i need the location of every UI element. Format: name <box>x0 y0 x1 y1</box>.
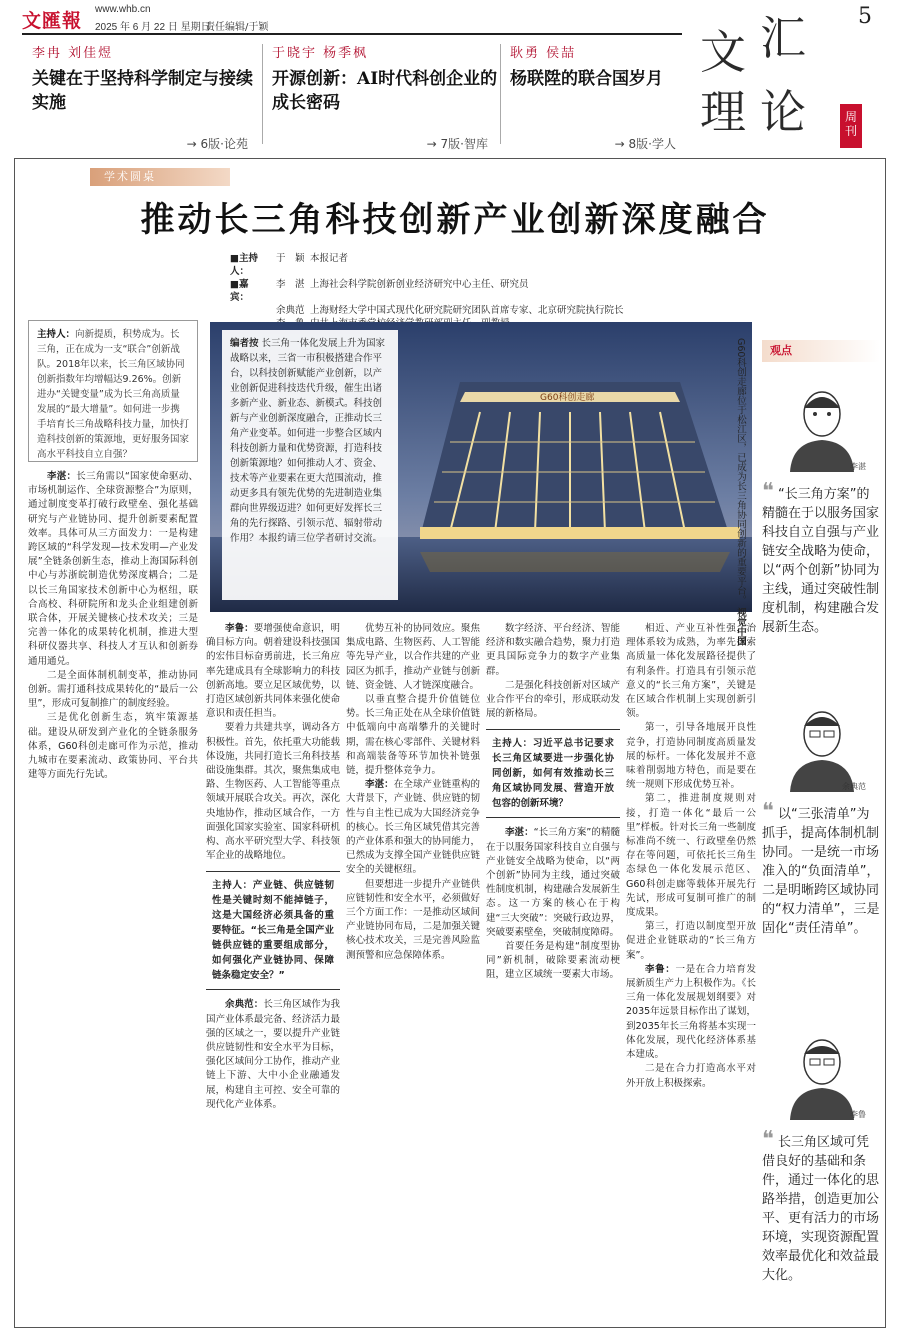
article-column-1 <box>28 470 198 1325</box>
paragraph <box>486 679 620 722</box>
paragraph <box>346 693 480 778</box>
participant-affiliation: 上海社会科学院创新创业经济研究中心主任、研究员 <box>310 279 529 290</box>
page-number: 5 <box>858 4 872 29</box>
teaser-authors: 耿勇 侯喆 <box>510 46 577 61</box>
teaser-page-link[interactable]: → 7版·智库 <box>427 135 488 152</box>
host-intro-box <box>28 320 198 462</box>
participant-affiliation: 上海财经大学中国式现代化研究院研究团队首席专家、北京研究院执行院长 <box>310 305 624 316</box>
paragraph <box>346 778 480 877</box>
section-tag: 学术圆桌 <box>90 168 230 186</box>
avatar <box>782 1028 866 1120</box>
host-question: 主持人：产业链、供应链韧性是关键时刻不能掉链子，这是大国经济必须具备的重要特征。“长三角是全国产业链供应链的重要组成部分，如何强化产业链协同、保障链条稳定安全？” <box>206 871 340 990</box>
quote-text: 长三角区域可凭借良好的基础和条件，通过一体化的思路举措，创造更加公平、更有活力的市场环境，实现资源配置效率最优化和效益最大化。 <box>762 1135 880 1283</box>
speaker-name: 李湛： <box>47 471 77 482</box>
paragraph <box>28 711 198 782</box>
portrait-name: 李鲁 <box>850 1110 866 1119</box>
paragraph-text: 要增强使命意识，明确目标方向。朝着建设科技强国的宏伟目标奋勇前进，长三角应率先建成具有全球影响力的科技创新高地。要立足区域优势，以打造区域创新共同体来强化使命意识和责任担当。 <box>206 623 340 720</box>
brand-char: 理 <box>700 85 746 139</box>
photo-caption-text: G60科创走廊位于松江区，已成为长三角协同创新的重要平台。 <box>735 338 746 605</box>
participant-role <box>230 304 276 317</box>
photo-credit: 视觉中国 <box>735 607 746 646</box>
weekly-badge: 周刊 <box>840 104 862 148</box>
speaker-name: 余典范： <box>225 999 264 1011</box>
teaser-headline[interactable]: 关键在于坚持科学制定与接续实施 <box>32 69 253 113</box>
paragraph-text: 长三角区域作为我国产业体系最完备、经济活力最强的区域之一，要以提升产业链供应链韧性和安全水平为目标，强化区域间分工协作，推动产业链上下游、大中小企业融通发展，构建自主可控、安全可靠的现代化产业体系。 <box>206 999 340 1110</box>
participant-role: ■主持人： <box>230 253 258 277</box>
article-column-2 <box>206 622 340 1325</box>
paragraph <box>486 940 620 983</box>
paragraph-text: 一是在合力培育发展新质生产力上积极作为。《长三角一体化发展规划纲要》对2035年远景目标作出了谋划，到2035年长三角将基本实现一体化发展，现代化经济体系基本建成。 <box>626 963 756 1061</box>
issue-date: 2025 年 6 月 22 日 星期日 <box>95 22 211 33</box>
paragraph <box>346 878 480 963</box>
teaser-authors: 李冉 刘佳煜 <box>32 46 114 61</box>
paragraph-text: 三是优化创新生态，筑牢策源基础。建设从研发到产业化的全链条服务体系，G60科创走廊可作为示范，推动九城市在要素流动、政策协同、平台共建等方面先行先试。 <box>28 712 198 781</box>
sidebar-title: 观点 <box>762 340 880 362</box>
speaker-name: 李湛： <box>505 827 534 839</box>
building-sign: G60科创走廊 <box>540 393 595 403</box>
responsible-editor: 责任编辑/于颖 <box>205 22 269 33</box>
quote-text: 以“三张清单”为抓手，提高体制机制协同。一是统一市场准入的“负面清单”，二是明晰跨区域协同的“权力清单”，三是固化“责任清单”。 <box>762 807 880 936</box>
paragraph <box>28 470 198 669</box>
article-column-4 <box>486 622 620 1325</box>
quote-text: “长三角方案”的精髓在于以服务国家科技自立自强与产业链安全战略为使命，以“两个创新”协同为主线，通过突破性制度机制，构建融合发展新生态。 <box>762 487 880 635</box>
paragraph-text: 要着力共建共享，调动各方积极性。首先，依托重大功能载体设施，共同打造长三角科技基础设施集群。其次，聚焦集成电路、生物医药、人工智能等重点领域开展联合攻关。再次，深化央地协作，推动区域合作，一方面强化国家实验室、国家科研机构、高水平研究型大学、科技领军企业的战略地位。 <box>206 722 340 862</box>
quote-mark-icon: ❝ <box>762 479 774 504</box>
paragraph-text: 二是在合力打造高水平对外开放上积极探索。 <box>626 1063 756 1089</box>
article-title: 推动长三角科技创新产业创新深度融合 <box>140 200 770 240</box>
paragraph-text: 数字经济、平台经济、智能经济和数实融合趋势，聚力打造更具国际竞争力的数字产业集群。 <box>486 623 620 677</box>
masthead-rule <box>22 33 682 35</box>
quote-mark-icon: ❝ <box>762 1127 774 1152</box>
viewpoints-sidebar <box>762 340 880 1325</box>
teaser-divider <box>262 44 263 144</box>
paragraph <box>626 963 756 1062</box>
participant-name: 于 颖 <box>276 253 305 264</box>
paragraph <box>626 920 756 963</box>
brand-char: 文 <box>700 25 746 79</box>
viewpoint-quote <box>762 1127 880 1285</box>
participants-list <box>230 252 790 330</box>
article-column-3 <box>346 622 480 1325</box>
teaser-divider <box>500 44 501 144</box>
participant-name: 余典范 <box>276 305 305 316</box>
site-url[interactable]: www.whb.cn <box>95 4 151 15</box>
portrait-sketch <box>782 1028 862 1120</box>
viewpoint-quote <box>762 799 880 938</box>
paragraph-text: 相近、产业互补性强，治理体系较为成熟，为率先探索高质量一体化发展路径提供了有利条件。打造具有引领示范意义的“长三角方案”，关键是在区域合作机制上实现创新引领。 <box>626 623 756 720</box>
teaser-headline[interactable]: 杨联陞的联合国岁月 <box>510 69 663 89</box>
host-question: 主持人：习近平总书记要求长三角区域要进一步强化协同创新，如何有效推动长三角区域协同发展、营造开放包容的创新环境？ <box>486 729 620 818</box>
masthead <box>0 0 900 165</box>
teaser-2[interactable] <box>272 42 502 152</box>
participant-role: ■嘉 宾： <box>230 279 258 303</box>
paragraph-text: 以垂直整合提升价值链位势。长三角正处在从全球价值链中低端向中高端攀升的关键时期，需在核心零部件、关键材料和高端装备等环节加快补链强链，提升整体竞争力。 <box>346 694 480 777</box>
paragraph-text: 但要想进一步提升产业链供应链韧性和安全水平，必须做好三个方面工作：一是推动区域间产业链协同布局，二是加强关键核心技术攻关，三是完善风险监测预警和应急保障体系。 <box>346 878 480 961</box>
speaker-name: 李鲁： <box>645 963 676 975</box>
paragraph <box>626 721 756 792</box>
section-brand <box>700 11 870 156</box>
teaser-authors: 于晓宇 杨季枫 <box>272 46 369 61</box>
portrait-sketch <box>782 700 862 792</box>
participant-affiliation: 本报记者 <box>310 253 349 264</box>
teaser-page-link[interactable]: → 8版·学人 <box>615 135 676 152</box>
paragraph <box>486 826 620 940</box>
paragraph <box>346 622 480 693</box>
article-column-5 <box>626 622 756 1325</box>
participant-row <box>230 304 790 317</box>
paragraph <box>626 622 756 721</box>
paragraph-text: 优势互补的协同效应。聚焦集成电路、生物医药、人工智能等先导产业，以合作共建的产业园区为抓手，推动产业链与创新链、资金链、人才链深度融合。 <box>346 623 480 691</box>
paragraph-text: 二是强化科技创新对区域产业合作平台的牵引，形成联动发展的新格局。 <box>486 679 620 720</box>
teaser-1[interactable] <box>32 42 262 152</box>
portrait-sketch <box>782 380 862 472</box>
photo-caption <box>710 338 746 645</box>
editor-note-label: 编者按 <box>230 338 259 349</box>
viewpoint-quote <box>762 479 880 637</box>
participant-row <box>230 278 790 304</box>
host-label: 主持人： <box>37 329 76 340</box>
paragraph-text: 第一，引导各地展开良性竞争，打造协同制度高质量发展的标杆。一体化发展并不意味着削弱地方特色，而是要在统一规则下形成优势互补。 <box>626 722 756 791</box>
paragraph-text: “长三角方案”的精髓在于以服务国家科技自立自强与产业链安全战略为使命，以“两个创新”协同为主线，通过突破性制度机制，构建融合发展新生态。这一方案的核心在于构建“三大突破”：突破行政边界，突破要素壁垒，突破制度障碍。 <box>486 827 620 938</box>
portrait-name: 李湛 <box>850 462 866 471</box>
teaser-3[interactable] <box>510 42 690 152</box>
editor-note-text: 长三角一体化发展上升为国家战略以来，三省一市积极搭建合作平台，以科技创新赋能产业创新，以产业创新促进科技迭代升级，催生出诸多新产业、新业态、新模式。科技创新与产业创新深度融合，正推动长三角产业变革。如何进一步整合区域内科技创新力量和优势资源，打造科技创新策源地？如何推动人才、资金、技术等产业要素在更大范围流动，推动更多具有领先优势的先进制造业集群向世界级迈进？如何更好发挥长三角的先行探路、引领示范、辐射带动作用？本报约请三位学者研讨交流。 <box>230 338 386 544</box>
paragraph <box>206 998 340 1112</box>
brand-char: 论 <box>760 85 806 139</box>
teaser-headline[interactable]: 开源创新：AI时代科创企业的成长密码 <box>272 69 498 113</box>
quote-mark-icon: ❝ <box>762 799 774 824</box>
paragraph <box>486 622 620 679</box>
participant-row <box>230 252 790 278</box>
brand-char: 汇 <box>760 11 806 65</box>
paragraph-text: 在全球产业链重构的大背景下，产业链、供应链的韧性与自主性已成为大国经济竞争的核心。长三角区域凭借其完善的产业体系和强大的协同能力，已然成为支撑全国产业链供应链安全的关键枢纽。 <box>346 779 480 876</box>
paragraph <box>206 622 340 721</box>
teaser-page-link[interactable]: → 6版·论苑 <box>187 135 248 152</box>
participant-name: 李 湛 <box>276 279 305 290</box>
editor-note <box>222 330 398 600</box>
avatar <box>782 700 866 792</box>
avatar <box>782 380 866 472</box>
speaker-name: 李鲁： <box>225 623 254 634</box>
newspaper-logo[interactable]: 文匯報 <box>22 10 83 32</box>
paragraph-text: 第二，推进制度规则对接，打造一体化“最后一公里”样板。针对长三角一些制度标准尚不统一、行政壁垒仍然存在等问题，可依托长三角生态绿色一体化发展示范区、G60科创走廊等载体开展先行先试，形成可复制可推广的制度成果。 <box>626 793 756 919</box>
paragraph-text: 二是全面体制机制变革，推动协同创新。需打通科技成果转化的“最后一公里”，形成可复制推广的制度经验。 <box>28 669 198 710</box>
portrait-name: 余典范 <box>842 782 866 791</box>
speaker-name: 李湛： <box>365 779 394 791</box>
paragraph <box>206 721 340 863</box>
paragraph <box>626 1062 756 1090</box>
paragraph-text: 首要任务是构建“制度型协同”新机制，破除要素流动梗阻，建立区域统一要素大市场。 <box>486 941 620 981</box>
host-intro-text: 向新提质，积势成为。长三角，正在成为一支“联合”创新战队。2018年以来，长三角区域协同创新指数年均增幅达9.26%。创新进办“关键变量”成为长三角高质量发展的“最大增量”。如何进一步携手培育长三角战略科技力量，加快打造科技创新的策源地，更好服务国家高水平科技自立自强？ <box>37 329 190 460</box>
paragraph-text: 长三角需以“国家使命驱动、市场机制运作、全球资源整合”为原则，通过制度变革打破行政壁垒、强化基础研究与产业链协同、提升创新要素配置效率。具体可从三方面发力：一是构建跨区域的“科学发现—技术发明—产业发展”全链条创新生态，推动上海国际科创中心与苏浙皖制造优势深度耦合；二是以长三角国家技术创新中心为枢纽，联合高校、科研院所和龙头企业组建创新联合体，开展关键核心技术攻关；三是完善一体化的成果转化机制，推进大型科研仪器共享、科技人才互认和创新券通用通兑。 <box>28 471 198 667</box>
paragraph <box>626 792 756 920</box>
paragraph-text: 第三，打造以制度型开放促进企业链联动的“长三角方案”。 <box>626 921 756 961</box>
paragraph <box>28 669 198 712</box>
